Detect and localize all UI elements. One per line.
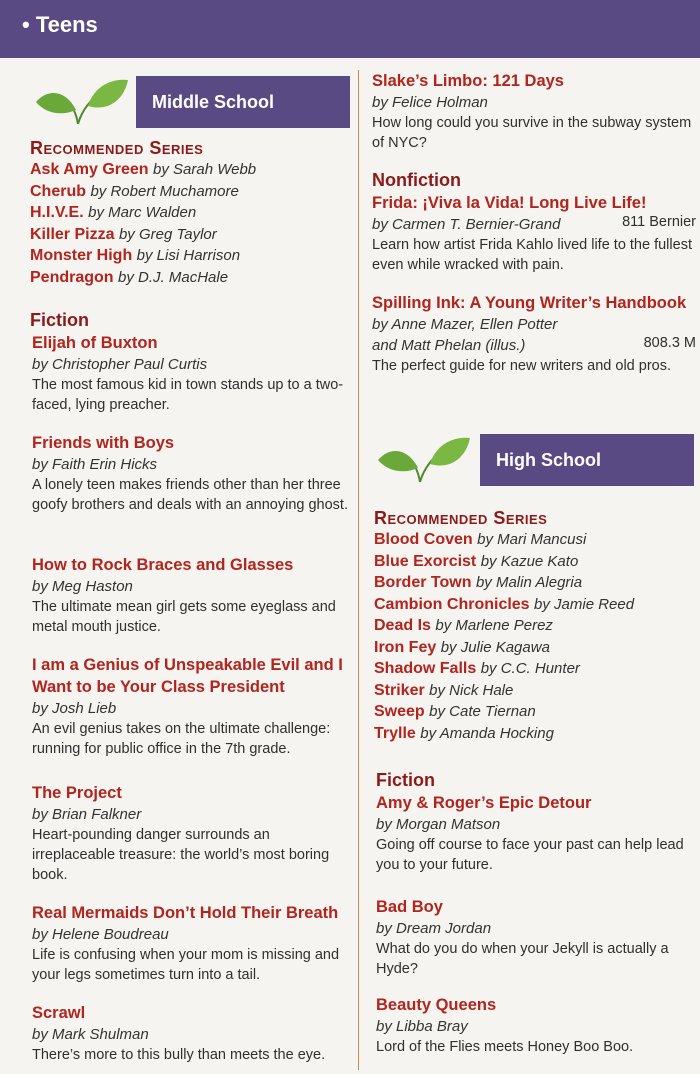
high-recommended-series xyxy=(374,508,696,744)
book-entry xyxy=(32,332,354,415)
recommended-series-heading: Recommended Series xyxy=(374,508,548,528)
series-item: Cambion Chronicles by Jamie Reed xyxy=(374,595,635,613)
call-number: 808.3 M xyxy=(643,335,696,351)
high-school-label: High School xyxy=(496,449,601,470)
book-title: Real Mermaids Don’t Hold Their Breath xyxy=(32,904,339,922)
book-title: Frida: ¡Viva la Vida! Long Live Life! xyxy=(372,194,647,212)
book-entry xyxy=(32,1002,354,1065)
fiction-heading: Fiction xyxy=(376,770,435,790)
recommended-series-heading: Recommended Series xyxy=(30,138,204,158)
series-item: Ask Amy Green by Sarah Webb xyxy=(30,161,257,178)
book-description: The most famous kid in town stands up to a two-faced, lying preacher. xyxy=(32,377,344,413)
series-item: Striker by Nick Hale xyxy=(374,681,514,699)
book-entry xyxy=(376,994,696,1057)
book-author: by Dream Jordan xyxy=(376,920,492,937)
book-description: The ultimate mean girl gets some eyeglass and metal mouth justice. xyxy=(32,599,336,635)
section-title: • Teens xyxy=(22,12,98,37)
book-author: by Anne Mazer, Ellen Potter xyxy=(372,316,558,333)
middle-school-label: Middle School xyxy=(152,91,275,112)
book-title: Scrawl xyxy=(32,1004,86,1022)
book-entry xyxy=(372,192,696,275)
book-description: Learn how artist Frida Kahlo lived life to the fullest even while wracked with pain. xyxy=(372,237,692,273)
book-author: by Faith Erin Hicks xyxy=(32,456,158,473)
series-item: Trylle by Amanda Hocking xyxy=(374,724,554,742)
series-item: Iron Fey by Julie Kagawa xyxy=(374,638,550,656)
call-number: 811 Bernier xyxy=(622,214,696,230)
book-entry xyxy=(32,902,354,985)
book-author: by Brian Falkner xyxy=(32,806,142,823)
book-author: by Libba Bray xyxy=(376,1018,468,1035)
book-entry xyxy=(32,782,354,885)
book-description: An evil genius takes on the ultimate challenge: running for public office in the 7th grade. xyxy=(32,721,331,757)
book-title: Beauty Queens xyxy=(376,996,497,1014)
book-title: Friends with Boys xyxy=(32,434,175,452)
series-item: Pendragon by D.J. MacHale xyxy=(30,268,229,286)
nonfiction-heading: Nonfiction xyxy=(372,170,461,190)
book-entry xyxy=(32,554,354,637)
series-item: Blue Exorcist by Kazue Kato xyxy=(374,552,579,570)
middle-nonfiction-heading xyxy=(372,170,694,191)
series-item: H.I.V.E. by Marc Walden xyxy=(30,204,197,221)
book-description: There’s more to this bully than meets the eye. xyxy=(32,1047,326,1063)
book-author: by Meg Haston xyxy=(32,578,133,595)
middle-recommended-series xyxy=(30,138,350,288)
high-school-banner xyxy=(480,434,694,486)
middle-school-banner xyxy=(136,76,350,128)
leaf-icon xyxy=(32,76,132,128)
right-column xyxy=(360,58,700,1074)
series-item: Shadow Falls by C.C. Hunter xyxy=(374,660,580,677)
series-item: Cherub by Robert Muchamore xyxy=(30,182,239,200)
book-title: The Project xyxy=(32,784,122,802)
series-item: Blood Coven by Mari Mancusi xyxy=(374,531,587,548)
book-entry xyxy=(372,292,696,376)
book-entry xyxy=(32,432,354,515)
series-item: Border Town by Malin Alegria xyxy=(374,574,583,591)
book-title: Spilling Ink: A Young Writer’s Handbook xyxy=(372,294,687,312)
book-title: Elijah of Buxton xyxy=(32,334,158,352)
book-entry xyxy=(372,70,694,153)
book-author: by Felice Holman xyxy=(372,94,488,111)
book-title: Bad Boy xyxy=(376,898,443,916)
book-author: by Helene Boudreau xyxy=(32,926,169,943)
series-item: Sweep by Cate Tiernan xyxy=(374,703,536,720)
book-entry xyxy=(32,654,354,759)
book-entry xyxy=(376,896,696,979)
book-description: Going off course to face your past can help lead you to your future. xyxy=(376,837,684,873)
book-description: Lord of the Flies meets Honey Boo Boo. xyxy=(376,1039,634,1055)
book-title: I am a Genius of Unspeakable Evil and I Want to be Your Class President xyxy=(32,656,343,696)
book-author: by Mark Shulman xyxy=(32,1026,149,1043)
column-divider xyxy=(358,70,359,1070)
high-school-header xyxy=(374,434,696,486)
book-author: by Josh Lieb xyxy=(32,700,117,717)
left-column xyxy=(0,58,358,1074)
series-item: Dead Is by Marlene Perez xyxy=(374,617,553,634)
section-header-bar xyxy=(0,0,700,58)
book-description: How long could you survive in the subway system of NYC? xyxy=(372,115,692,151)
book-author: by Morgan Matson xyxy=(376,816,501,833)
book-title: How to Rock Braces and Glasses xyxy=(32,556,294,574)
book-description: Heart-pounding danger surrounds an irreplaceable treasure: the world’s most boring book. xyxy=(32,827,330,883)
middle-fiction-heading xyxy=(30,310,355,331)
book-description: The perfect guide for new writers and old pros. xyxy=(372,358,672,374)
leaf-icon xyxy=(374,434,474,486)
series-item: Monster High by Lisi Harrison xyxy=(30,247,241,264)
book-title: Slake’s Limbo: 121 Days xyxy=(372,72,564,90)
high-fiction-heading xyxy=(376,770,698,791)
book-description: Life is confusing when your mom is missing and your legs sometimes turn into a tail. xyxy=(32,947,340,983)
book-author: by Carmen T. Bernier-Grand xyxy=(372,216,561,233)
middle-school-header xyxy=(32,76,352,128)
book-author: by Christopher Paul Curtis xyxy=(32,356,208,373)
fiction-heading: Fiction xyxy=(30,310,89,330)
book-description: A lonely teen makes friends other than her three goofy brothers and deals with an annoying ghost. xyxy=(32,477,348,513)
book-author: and Matt Phelan (illus.) xyxy=(372,337,526,354)
book-entry xyxy=(376,792,696,875)
series-item: Killer Pizza by Greg Taylor xyxy=(30,225,217,243)
book-description: What do you do when your Jekyll is actually a Hyde? xyxy=(376,941,669,977)
book-title: Amy & Roger’s Epic Detour xyxy=(376,794,592,812)
